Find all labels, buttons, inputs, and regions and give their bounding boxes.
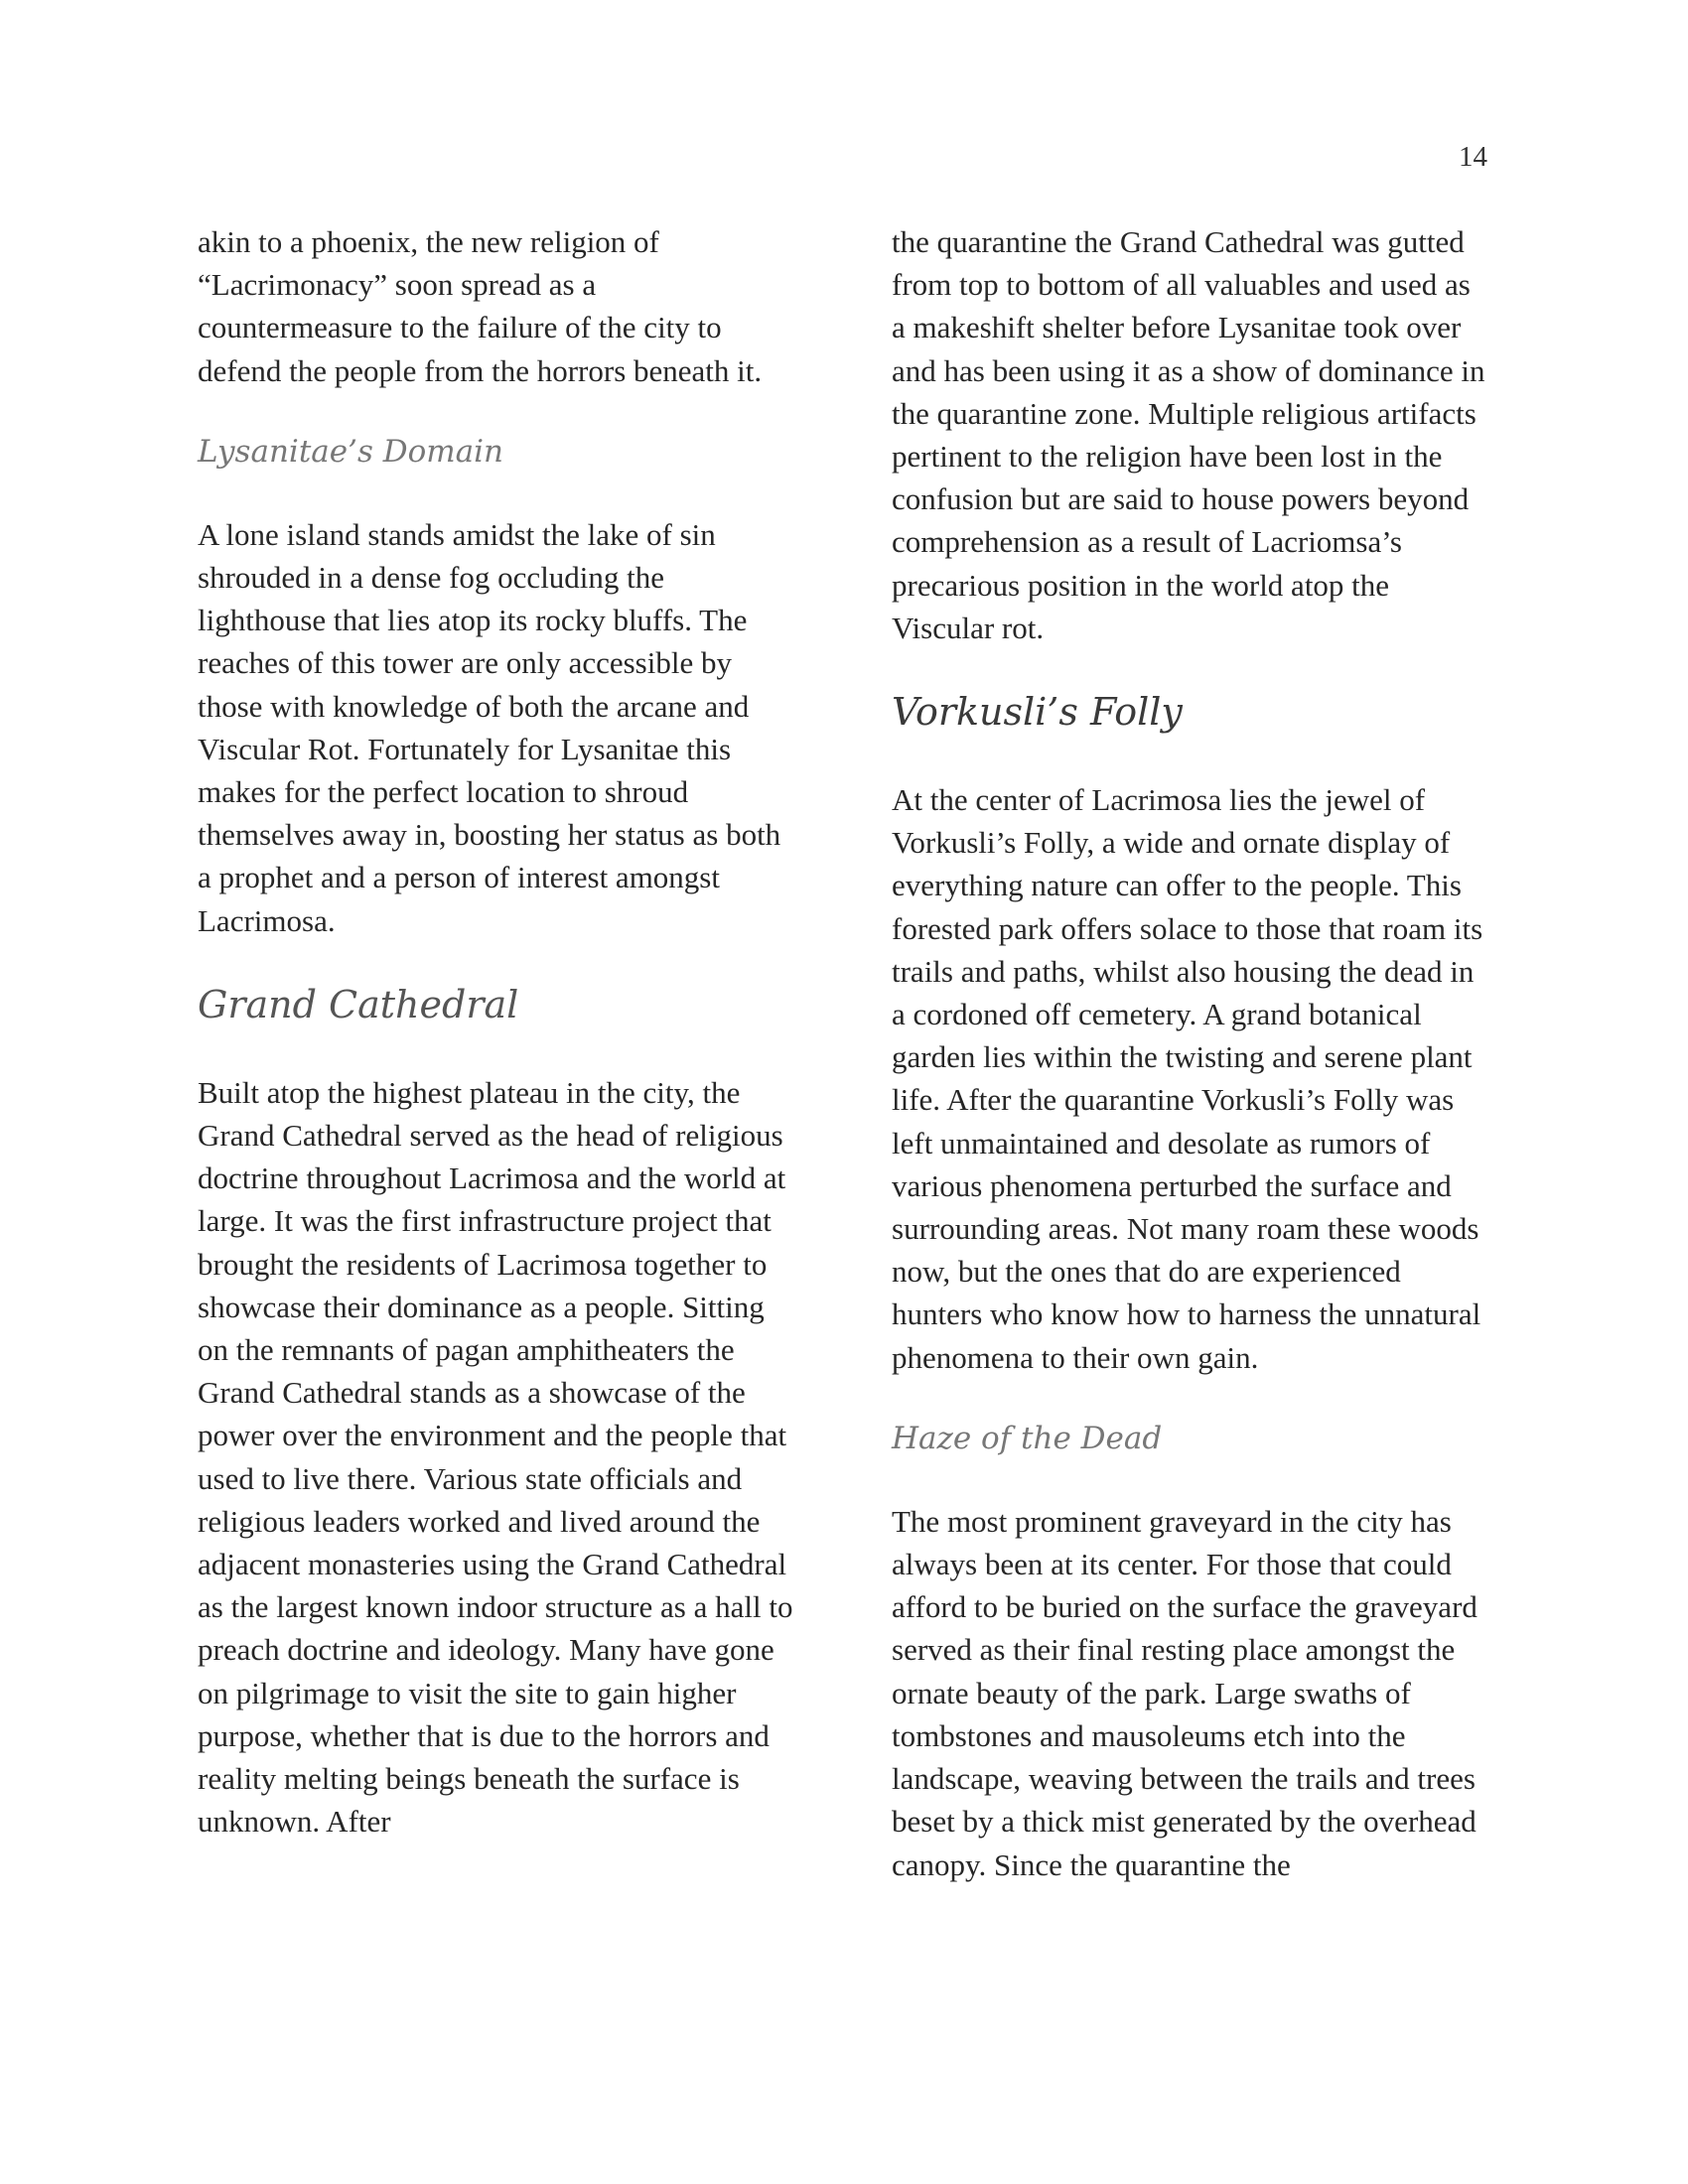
paragraph-phoenix: akin to a phoenix, the new religion of “Lacrimonacy” soon spread as a countermeasure to the failure of the city to defend the people from the horrors beneath it. xyxy=(198,224,763,388)
heading-lysanitae-domain: Lysanitae’s Domain xyxy=(198,433,504,470)
heading-grand-cathedral: Grand Cathedral xyxy=(198,982,519,1026)
heading-vorkusli-folly: Vorkusli’s Folly xyxy=(892,690,1183,735)
page-number: 14 xyxy=(1459,141,1487,173)
paragraph-grand-cathedral: Built atop the highest plateau in the city, the Grand Cathedral served as the head of religious doctrine throughout Lacrimosa and the world at large. It was the first infrastructure project that brought the residents of Lacrimosa together to showcase their dominance as a people. Sitting on the remnants of pagan amphitheaters the Grand Cathedral stands as a showcase of the power over the environment and the people that used to live there. Various state officials and religious leaders worked and lived around the adjacent monasteries using the Grand Cathedral as the largest known indoor structure as a hall to preach doctrine and ideology. Many have gone on pilgrimage to visit the site to gain higher purpose, whether that is due to the horrors and reality melting beings beneath the surface is unknown. After xyxy=(198,1074,793,1840)
left-column xyxy=(198,220,793,1883)
paragraph-haze-of-the-dead: The most prominent graveyard in the city has always been at its center. For those that could afford to be buried on the surface the graveyard served as their final resting place amongst the ornate beauty of the park. Large swaths of tombstones and mausoleums etch into the landscape, weaving between the trails and trees beset by a thick mist generated by the overhead canopy. Since the quarantine the xyxy=(892,1503,1477,1882)
paragraph-quarantine: the quarantine the Grand Cathedral was gutted from top to bottom of all valuables and used as a makeshift shelter before Lysanitae took over and has been using it as a show of dominance in the quarantine zone. Multiple religious artifacts pertinent to the religion have been lost in the confusion but are said to house powers beyond comprehension as a result of Lacriomsa’s precarious position in the world atop the Viscular rot. xyxy=(892,224,1485,645)
paragraph-vorkusli-folly: At the center of Lacrimosa lies the jewel of Vorkusli’s Folly, a wide and ornate display of everything nature can offer to the people. This forested park offers solace to those that roam its trails and paths, whilst also housing the dead in a cordoned off cemetery. A grand botanical garden lies within the twisting and serene plant life. After the quarantine Vorkusli’s Folly was left unmaintained and desolate as rumors of various phenomena perturbed the surface and surrounding areas. Not many roam these woods now, but the ones that do are experienced hunters who know how to harness the unnatural phenomena to their own gain. xyxy=(892,782,1483,1375)
paragraph-lysanitae-domain: A lone island stands amidst the lake of sin shrouded in a dense fog occluding the lighthouse that lies atop its rocky bluffs. The reaches of this tower are only accessible by those with knowledge of both the arcane and Viscular Rot. Fortunately for Lysanitae this makes for the perfect location to shroud themselves away in, boosting her status as both a prophet and a person of interest amongst Lacrimosa. xyxy=(198,516,781,938)
heading-haze-of-the-dead: Haze of the Dead xyxy=(892,1420,1163,1456)
right-column xyxy=(892,220,1487,1926)
